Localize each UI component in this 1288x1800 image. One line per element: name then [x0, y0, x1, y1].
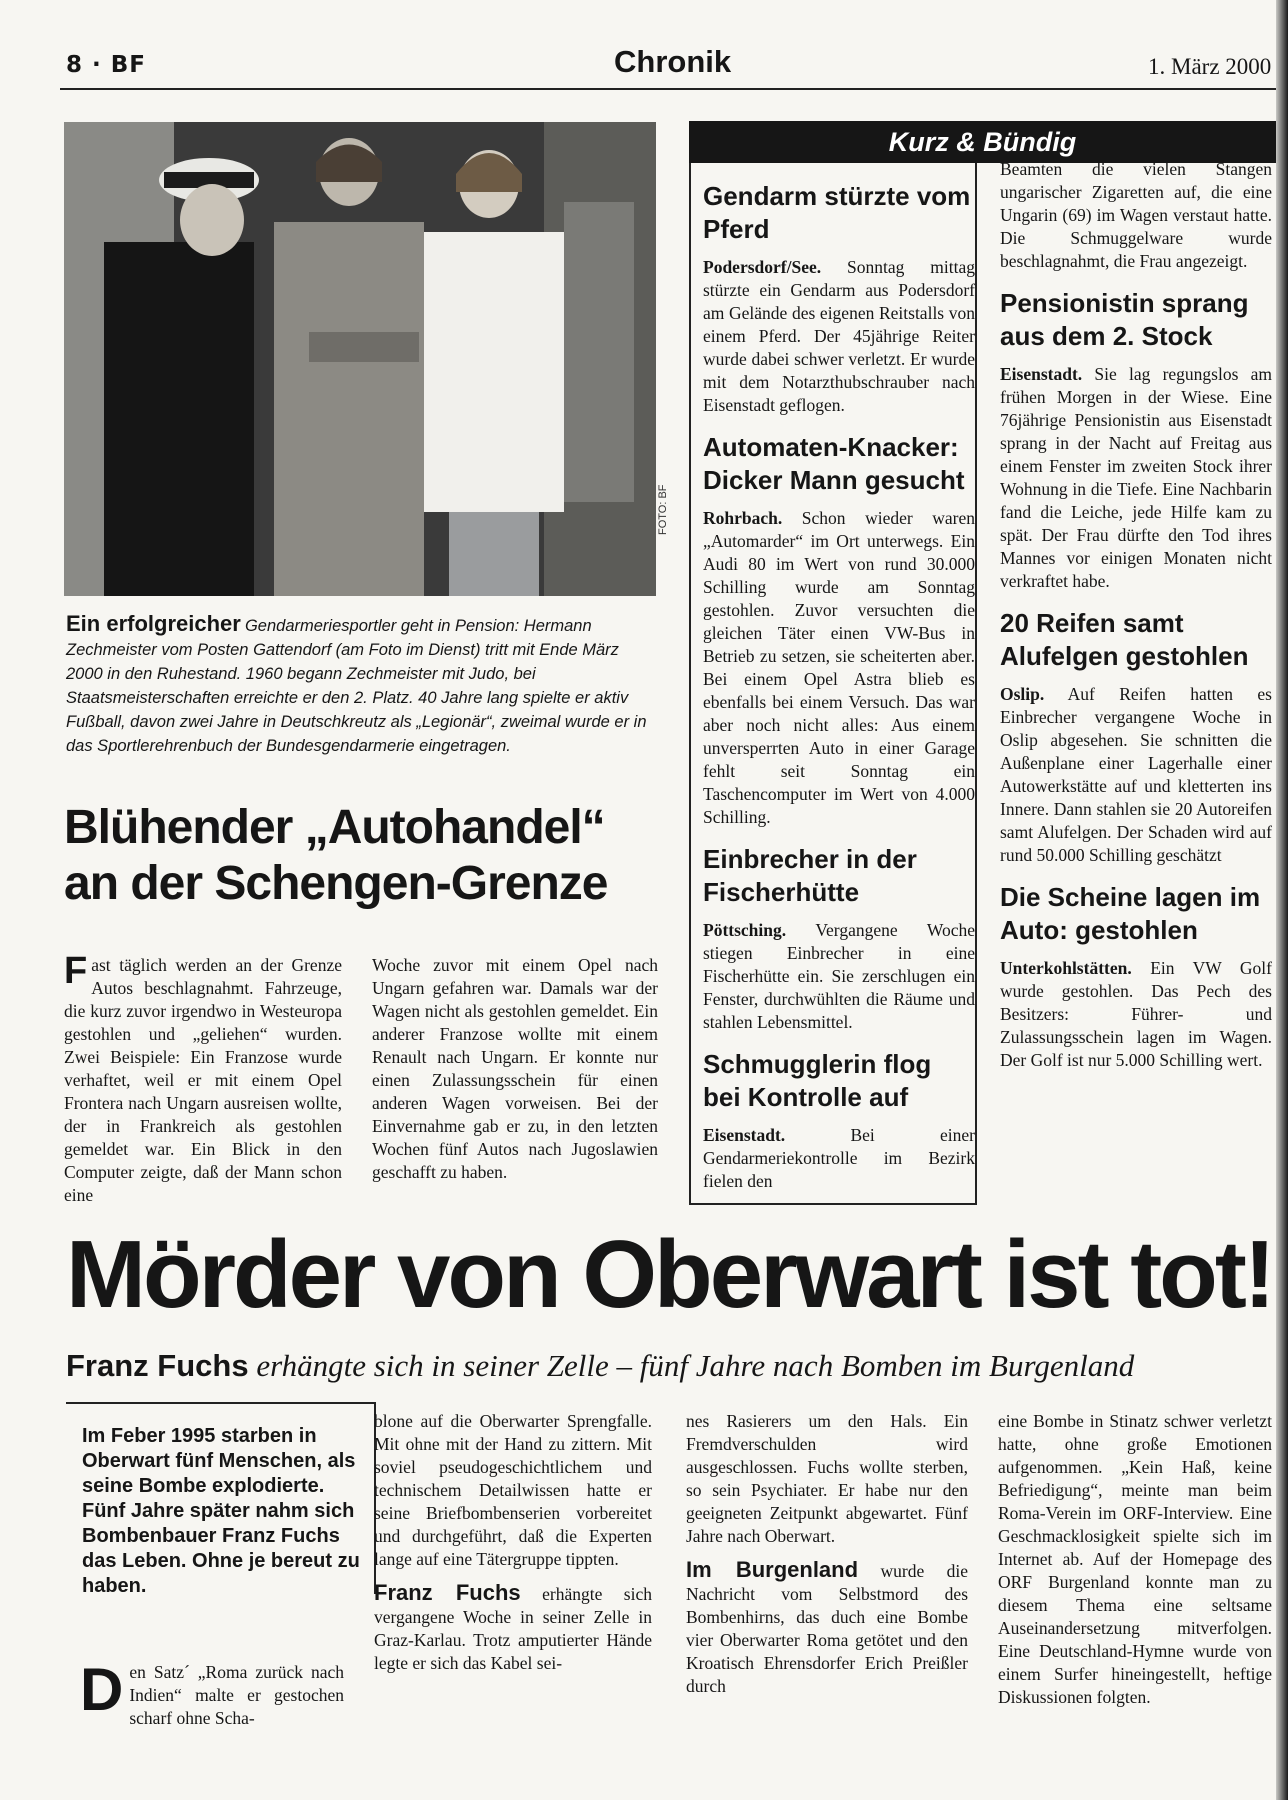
main-story-column-1: [80, 1656, 344, 1730]
lead-box-text: Im Feber 1995 starben in Oberwart fünf Menschen, als seine Bombe explodierte. Fünf Jahre später nahm sich Bombenbauer Franz Fuchs das Leben. Ohne je bereut zu haben.: [82, 1425, 360, 1597]
autohandel-text-1: ast täglich werden an der Grenze Autos beschlagnahmt. Fahrzeuge, die kurz zuvor irgendwo in Westeuropa gestohlen und „geliehen“ wurden. Zwei Beispiele: Ein Franzose wurde verhaftet, weil er mit einem Opel Frontera nach Ungarn ausreisen wollte, der in Frankreich als gestohlen gemeldet war. Ein Blick in den Computer zeigte, daß der Mann schon eine: [64, 955, 342, 1205]
main-subline: [66, 1346, 1286, 1386]
photo-caption: [66, 612, 656, 758]
brief-headline: Schmugglerin flog bei Kontrolle auf: [703, 1049, 932, 1112]
main-story-text-1: en Satz´ „Roma zurück nach Indien“ malte er gestochen scharf ohne Scha-: [129, 1662, 344, 1728]
brief-body: Vergangene Woche stiegen Einbrecher in eine Fischerhütte ein. Sie zerschlugen ein Fenster, durchwühlten die Räume und stahlen Lebensmittel.: [703, 920, 975, 1032]
brief-text: [703, 256, 975, 417]
photo-three-people: [64, 122, 656, 596]
run-in-head: Franz Fuchs: [374, 1580, 521, 1605]
brief-body: Sie lag regungslos am frühen Morgen in der Wiese. Eine 76jährige Pensionistin aus Eisenstadt sprang in der Nacht auf Freitag aus einem Fenster im zweiten Stock ihrer Wohnung in die Tiefe. Eine Nachbarin fand die Leiche, jede Hilfe kam zu spät. Der Frau dürfte den Tod ihres Mannes vor einigen Monaten nicht verkraftet habe.: [1000, 364, 1272, 591]
brief-headline: Einbrecher in der Fischerhütte: [703, 844, 917, 907]
photo-credit: FOTO: BF: [657, 484, 669, 535]
scan-edge-shadow: [1276, 0, 1288, 1800]
main-story-dropcap: D: [80, 1656, 124, 1723]
brief-headline: 20 Reifen samt Alufelgen gestohlen: [1000, 608, 1249, 671]
brief-item: [703, 1048, 975, 1193]
brief-headline: Gendarm stürzte vom Pferd: [703, 181, 971, 244]
kurz-buendig-left-column: [703, 180, 975, 1207]
brief-item: [1000, 287, 1272, 593]
brief-headline: Die Scheine lagen im Auto: gestohlen: [1000, 882, 1261, 945]
brief-place: Pöttsching.: [703, 920, 787, 940]
issue-date: 1. März 2000: [1148, 54, 1272, 79]
brief-text: [1000, 683, 1272, 867]
main-story-text-3a: nes Rasierers um den Hals. Ein Fremdverschulden wird ausgeschlossen. Fuchs wollte sterben, so sein Psychiater. Er habe nur den geeigneten Zeitpunkt abgewartet. Fünf Jahre nach Oberwart.: [686, 1411, 968, 1546]
brief-item: [1000, 881, 1272, 1072]
brief-item: [703, 843, 975, 1034]
kurz-buendig-title: Kurz & Bündig: [689, 121, 1276, 163]
caption-lead: Ein erfolgreicher: [66, 611, 241, 636]
main-story-column-4: eine Bombe in Stinatz schwer verletzt hatte, ohne große Emotionen aufgenommen. „Kein Haß, keine Befriedigung“, meinte man beim Roma-Verein im ORF-Interview. Eine Geschmacklosigkeit spielte sich im Internet ab. Auf der Homepage des ORF Burgenland konnte man zu diesem Thema eine seltsame Auseinandersetzung mitverfolgen. Eine Deutschland-Hymne wurde von einem Surfer hineingestellt, heftige Diskussionen folgten.: [998, 1411, 1272, 1707]
autohandel-column-2: Woche zuvor mit einem Opel nach Ungarn gefahren war. Damals war der Wagen nicht als gestohlen gemeldet. Ein anderer Franzose wollte mit einem Renault nach Ungarn. Er konnte nur einen Zulassungsschein für einen anderen Wagen vorweisen. Bei der Einvernahme gab er zu, in den letzten Wochen fünf Autos nach Jugoslawien geschafft zu haben.: [372, 955, 658, 1182]
brief-text: [703, 507, 975, 829]
header-divider: [60, 88, 1280, 90]
main-story-text-3b: wurde die Nachricht vom Selbstmord des Bombenhirns, das duch eine Bombe vier Oberwarter Roma getötet und den Kroatisch Ehrensdorfer Erich Preißler durch: [686, 1561, 969, 1696]
brief-place: Oslip.: [1000, 684, 1045, 704]
subline-name: Franz Fuchs: [66, 1348, 249, 1383]
brief-item: [703, 180, 975, 417]
brief-place: Rohrbach.: [703, 508, 783, 528]
caption-text: Gendarmeriesportler geht in Pension: Hermann Zechmeister vom Posten Gattendorf (am Foto im Dienst) tritt mit Ende März 2000 in den Ruhestand. 1960 begann Zechmeister mit Judo, bei Staatsmeisterschaften erreichte er den 2. Platz. 40 Jahre lang spielte er aktiv Fußball, davon zwei Jahre in Deutschkreutz als „Legionär“, zweimal wurde er in das Sportlerehrenbuch der Bundesgendarmerie eingetragen.: [66, 617, 647, 755]
brief-text: [1000, 957, 1272, 1072]
brief-place: Podersdorf/See.: [703, 257, 822, 277]
brief-body: Sonntag mittag stürzte ein Gendarm aus Podersdorf am Gelände des eigenen Reitstalls von einem Pferd. Der 45jährige Reiter wurde dabei schwer verletzt. Er wurde mit dem Notarzthubschrauber nach Eisenstadt geflogen.: [703, 257, 975, 415]
run-in-head: Im Burgenland: [686, 1557, 859, 1582]
main-story-column-3: [686, 1410, 968, 1698]
main-story-text-2b: erhängte sich vergangene Woche in seiner Zelle in Graz-Karlau. Trotz amputierter Hände legte er sich das Kabel sei-: [374, 1584, 652, 1673]
section-title: Chronik: [614, 44, 732, 79]
autohandel-dropcap: F: [64, 950, 88, 992]
brief-text: [1000, 363, 1272, 593]
brief-body: Auf Reifen hatten es Einbrecher vergangene Woche in Oslip abgesehen. Sie schnitten die Außenplane einer Lagerhalle einer Autowerkstätte auf und kletterten ins Innere. Dann stahlen sie 20 Autoreifen samt Alufelgen. Der Schaden wird auf rund 50.000 Schilling geschätzt: [1000, 684, 1272, 865]
autohandel-column-1: [64, 950, 342, 1207]
brief-item: [1000, 607, 1272, 867]
brief-headline: Automaten-Knacker: Dicker Mann gesucht: [703, 432, 965, 495]
brief-body: Schon wieder waren „Automarder“ im Ort unterwegs. Ein Audi 80 im Wert von rund 30.000 Schilling wurde am Sonntag gestohlen. Zuvor versuchten die gleichen Täter einen VW-Bus in Betrieb zu setzen, sie scheiterten aber. Bei einem Opel Astra blieb es ebenfalls bei einem Versuch. Das war aber noch nicht alles: Aus einem unversperrten Auto in einer Garage fehlt seit Sonntag ein Taschencomputer im Wert von 4.000 Schilling.: [703, 508, 975, 827]
brief-body: Bei einer Gendarmeriekontrolle im Bezirk fielen den: [703, 1125, 976, 1191]
brief-text: [703, 919, 975, 1034]
brief-place: Eisenstadt.: [703, 1125, 786, 1145]
autohandel-headline: Blühender „Autohandel“ an der Schengen-Grenze: [64, 801, 608, 910]
brief-place: Unterkohlstätten.: [1000, 958, 1132, 978]
brief-place: Eisenstadt.: [1000, 364, 1083, 384]
brief-item: [703, 431, 975, 829]
main-headline: Mörder von Oberwart ist tot!: [66, 1221, 1273, 1328]
brief-body: Ein VW Golf wurde gestohlen. Das Pech des Besitzers: Führer- und Zulassungsschein lagen im Wagen. Der Golf ist nur 5.000 Schilling wert.: [1000, 958, 1272, 1070]
main-story-text-2a: blone auf die Oberwarter Sprengfalle. Mit ohne mit der Hand zu zittern. Mit soviel pseudogeschichtlichem und technischem Detailwissen hatte er seine Briefbombenserien vorbereitet und durchgeführt, daß die Experten lange auf eine Tätergruppe tippten.: [374, 1411, 652, 1569]
main-story-column-2: [374, 1410, 652, 1675]
brief-headline: Pensionistin sprang aus dem 2. Stock: [1000, 288, 1249, 351]
subline-text: erhängte sich in seiner Zelle – fünf Jahre nach Bomben im Burgenland: [256, 1348, 1135, 1383]
kurz-buendig-right-column: [1000, 158, 1272, 1086]
brief-text: [703, 1124, 975, 1193]
page-number: 8 · BF: [66, 52, 146, 78]
brief-continuation: Beamten die vielen Stangen ungarischer Zigaretten auf, die eine Ungarin (69) im Wagen verstaut hatte. Die Schmuggelware wurde beschlagnahmt, die Frau angezeigt.: [1000, 159, 1272, 271]
